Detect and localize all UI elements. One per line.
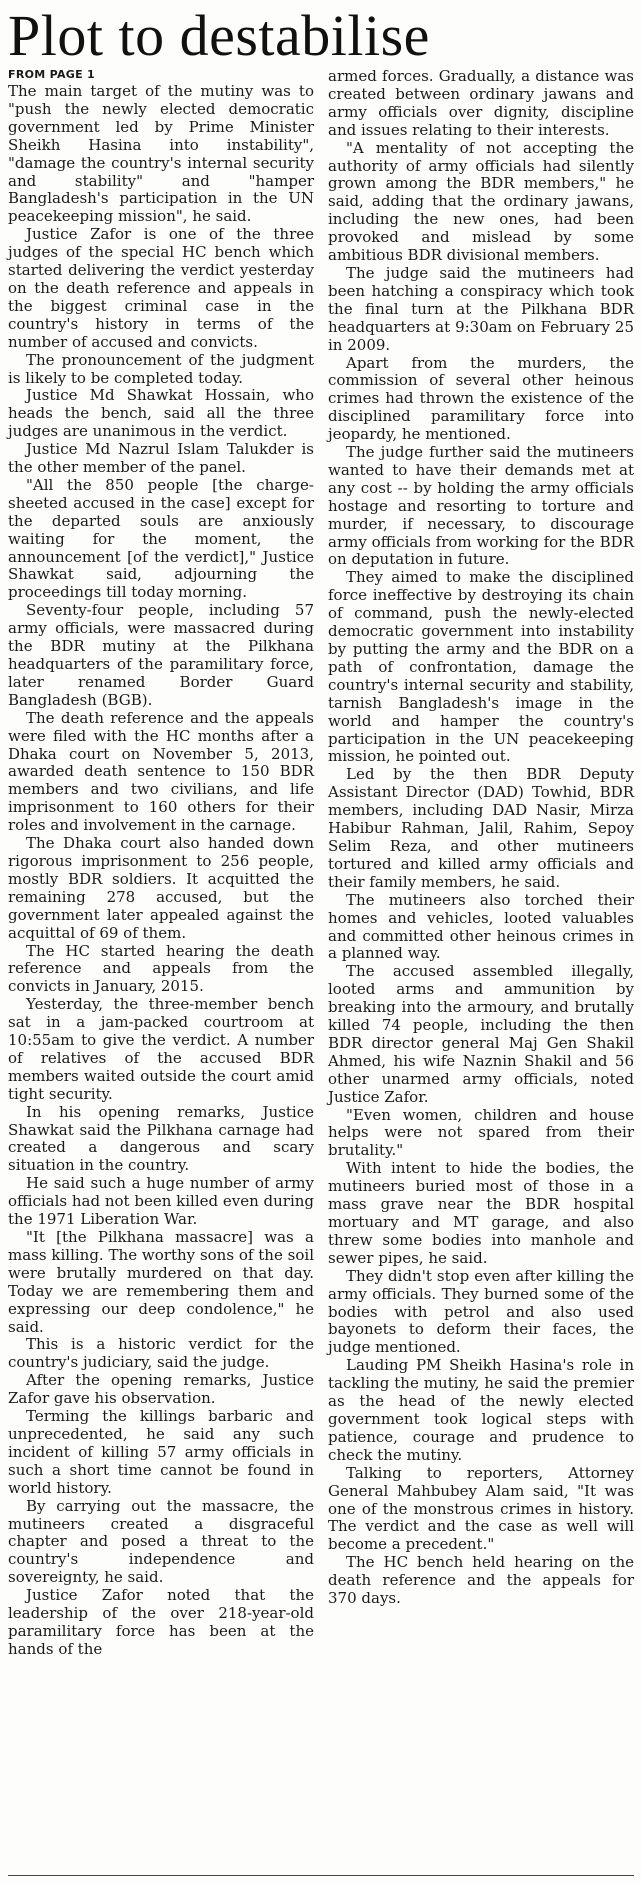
paragraph: The HC bench held hearing on the death reference and the appeals for 370 days. xyxy=(328,1553,634,1608)
paragraph: "Even women, children and house helps were not spared from their brutality." xyxy=(328,1105,634,1160)
paragraph: The main target of the mutiny was to "push the newly elected democratic government led by Prime Minister Sheikh Hasina into instability", "damage the country's internal security and stability" and "hamper Bangladesh's participation in the UN peacekeeping mission", he said. xyxy=(8,82,314,226)
paragraph: The judge further said the mutineers wanted to have their demands met at any cost -- by holding the army officials hostage and resorting to torture and murder, if necessary, to discourage army officials from working for the BDR on deputation in future. xyxy=(328,443,634,569)
kicker: FROM PAGE 1 xyxy=(8,68,96,81)
paragraph: "All the 850 people [the charge-sheeted accused in the case] except for the departed souls are anxiously waiting for the moment, the announcement [of the verdict]," Justice Shawkat said, adjourning the proceedings till today morning. xyxy=(8,475,314,602)
paragraph: The pronouncement of the judgment is likely to be completed today. xyxy=(8,350,314,387)
paragraph: Seventy-four people, including 57 army officials, were massacred during the BDR mutiny at the Pilkhana headquarters of the paramilitary force, later renamed Border Guard Bangladesh (BGB). xyxy=(8,601,314,709)
paragraph: In his opening remarks, Justice Shawkat said the Pilkhana carnage had created a dangerous and scary situation in the country. xyxy=(8,1102,314,1175)
paragraph: Justice Md Nazrul Islam Talukder is the other member of the panel. xyxy=(8,440,314,477)
paragraph: The HC started hearing the death reference and appeals from the convicts in January, 2015. xyxy=(8,941,314,996)
headline: Plot to destabilise xyxy=(8,3,430,68)
paragraph: The mutineers also torched their homes and vehicles, looted valuables and committed other heinous crimes in a planned way. xyxy=(328,890,634,963)
paragraph: Justice Zafor noted that the leadership of the over 218-year-old paramilitary force has been at the hands of the xyxy=(8,1586,314,1658)
paragraph: They didn't stop even after killing the army officials. They burned some of the bodies with petrol and also used bayonets to deform their faces, the judge mentioned. xyxy=(328,1266,634,1357)
paragraph: The accused assembled illegally, looted arms and ammunition by breaking into the armoury, and brutally killed 74 people, including the then BDR director general Maj Gen Shakil Ahmed, his wife Naznin Shakil and 56 other unarmed army officials, noted Justice Zafor. xyxy=(328,962,634,1106)
paragraph: Lauding PM Sheikh Hasina's role in tackling the mutiny, he said the premier as the head of the newly elected government took logical steps with patience, courage and prudence to check the mutiny. xyxy=(328,1356,634,1464)
paragraph: Talking to reporters, Attorney General Mahbubey Alam said, "It was one of the monstrous crimes in history. The verdict and the case as well will become a precedent." xyxy=(328,1463,634,1554)
column-right xyxy=(328,68,634,1659)
paragraph: He said such a huge number of army officials had not been killed even during the 1971 Liberation War. xyxy=(8,1174,315,1229)
paragraph: Apart from the murders, the commission of several other heinous crimes had thrown the existence of the disciplined paramilitary force into jeopardy, he mentioned. xyxy=(328,353,634,444)
paragraph: By carrying out the massacre, the mutineers created a disgraceful chapter and posed a threat to the country's independence and sovereignty, he said. xyxy=(8,1496,314,1587)
bottom-rule xyxy=(8,1875,634,1876)
paragraph: armed forces. Gradually, a distance was created between ordinary jawans and army officials over dignity, discipline and issues relating to their interests. xyxy=(328,67,634,139)
paragraph: The Dhaka court also handed down rigorous imprisonment to 256 people, mostly BDR soldiers. It acquitted the remaining 278 accused, but the government later appealed against the acquittal of 69 of them. xyxy=(8,834,314,942)
paragraph: With intent to hide the bodies, the mutineers buried most of those in a mass grave near the BDR hospital mortuary and MT garage, and also threw some bodies into manhole and sewer pipes, he said. xyxy=(328,1159,634,1267)
paragraph: Terming the killings barbaric and unprecedented, he said any such incident of killing 57 army officials in such a short time cannot be found in world history. xyxy=(8,1407,314,1497)
paragraph: The judge said the mutineers had been hatching a conspiracy which took the final turn at the Pilkhana BDR headquarters at 9:30am on February 25 in 2009. xyxy=(328,263,634,354)
paragraph: "It [the Pilkhana massacre] was a mass killing. The worthy sons of the soil were brutally murdered on that day. Today we are remembering them and expressing our deep condolence," he said. xyxy=(8,1228,314,1336)
paragraph: Justice Md Shawkat Hossain, who heads the bench, said all the three judges are unanimous in the verdict. xyxy=(8,386,314,441)
article-body xyxy=(8,68,634,1659)
paragraph: The death reference and the appeals were filed with the HC months after a Dhaka court on November 5, 2013, awarded death sentence to 150 BDR members and two civilians, and life imprisonment to 160 others for their roles and involvement in the carnage. xyxy=(8,708,314,835)
paragraph: Yesterday, the three-member bench sat in a jam-packed courtroom at 10:55am to give the verdict. A number of relatives of the accused BDR members waited outside the court amid tight security. xyxy=(8,995,314,1103)
paragraph: Led by the then BDR Deputy Assistant Director (DAD) Towhid, BDR members, including DAD Nasir, Mirza Habibur Rahman, Jalil, Rahim, Sepoy Selim Reza, and other mutineers tortured and killed army officials and their family members, he said. xyxy=(328,765,634,891)
paragraph: After the opening remarks, Justice Zafor gave his observation. xyxy=(8,1371,314,1408)
column-left xyxy=(8,68,314,1659)
paragraph: "A mentality of not accepting the authority of army officials had silently grown among the BDR members," he said, adding that the ordinary jawans, including the new ones, had been provoked and mislead by some ambitious BDR divisional members. xyxy=(328,138,634,265)
paragraph: Justice Zafor is one of the three judges of the special HC bench which started delivering the verdict yesterday on the death reference and appeals in the biggest criminal case in the country's history in terms of the number of accused and convicts. xyxy=(8,225,314,351)
paragraph: They aimed to make the disciplined force ineffective by destroying its chain of command, push the newly-elected democratic government into instability by putting the army and the BDR on a path of confrontation, damage the country's internal security and stability, tarnish Bangladesh's image in the world and hamper the country's participation in the UN peacekeeping mission, he pointed out. xyxy=(328,568,634,766)
paragraph: This is a historic verdict for the country's judiciary, said the judge. xyxy=(8,1335,314,1372)
